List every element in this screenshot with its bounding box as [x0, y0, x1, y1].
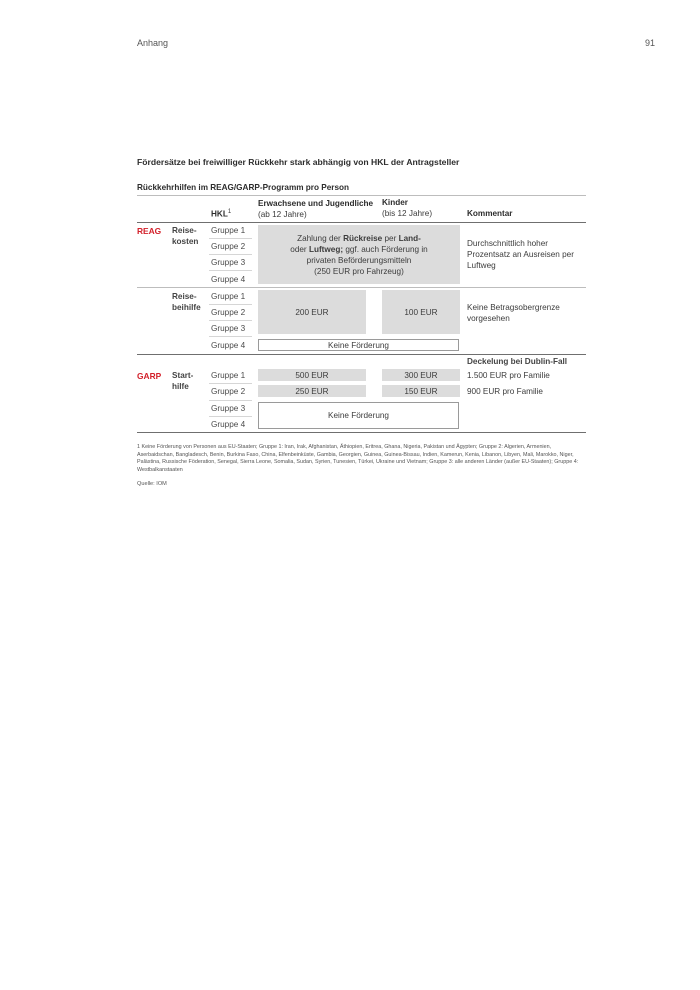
group-divider: [209, 270, 252, 271]
group-label: Gruppe 1: [211, 371, 246, 380]
col-header-adults-label: Erwachsene und Jugendliche: [258, 199, 374, 208]
amount-adult-travel-aid: 200 EUR: [258, 290, 366, 334]
comment-group-2: 900 EUR pro Familie: [467, 387, 543, 396]
group-label: Gruppe 3: [211, 258, 246, 267]
no-funding-box: Keine Förderung: [258, 339, 459, 351]
col-header-adults: [258, 199, 378, 220]
comment-travel-costs: Durchschnittlich hoher Prozentsatz an Ausreisen per Luftweg: [467, 239, 574, 270]
travel-costs-line-1: Zahlung der Rückreise per Land-: [297, 234, 421, 243]
page-number: 91: [645, 38, 656, 48]
group-label: Gruppe 1: [211, 292, 246, 301]
source-note: Quelle: IOM: [137, 481, 167, 487]
travel-costs-text: [258, 233, 460, 277]
amount-child-group-2: 150 EUR: [382, 385, 460, 397]
amount-adult-group-2: 250 EUR: [258, 385, 366, 397]
group-divider: [209, 254, 252, 255]
col-header-children-age: (bis 12 Jahre): [382, 208, 433, 218]
table-title: Rückkehrhilfen im REAG/GARP-Programm pro Person: [137, 183, 350, 192]
section-rule: [137, 287, 586, 288]
group-label: Gruppe 4: [211, 341, 246, 350]
figure-title: Fördersätze bei freiwilliger Rückkehr stark abhängig von HKL der Antragsteller: [137, 157, 460, 167]
group-divider: [209, 336, 252, 337]
col-header-hkl-label: HKL: [211, 209, 228, 219]
amount-child-travel-aid: 100 EUR: [382, 290, 460, 334]
category-travel-aid: Reise-beihilfe: [172, 292, 201, 312]
group-label: Gruppe 3: [211, 404, 246, 413]
travel-costs-line-2: oder Luftweg; ggf. auch Förderung in: [290, 245, 428, 254]
group-divider: [209, 304, 252, 305]
travel-costs-line-3: privaten Beförderungsmitteln: [306, 256, 412, 265]
group-label: Gruppe 3: [211, 324, 246, 333]
running-header: Anhang: [137, 38, 169, 48]
table-bottom-rule: [137, 432, 586, 433]
group-label: Gruppe 4: [211, 420, 246, 429]
comment-group-1: 1.500 EUR pro Familie: [467, 371, 550, 380]
footnote: 1 Keine Förderung von Personen aus EU-Staaten; Gruppe 1: Iran, Irak, Afghanistan, Äthiopien, Eritrea, Ghana, Nigeria, Pakistan und Ägypten; Gruppe 2: Algerien, Armenien, Aserbaidschan, Bangladesch, Benin, Burkina Faso, China, Elfenbeinküste, Gambia, Georgien, Guinea, Guinea-Bissau, Indien, Kamerun, Kenia, Libanon, Libyen, Mali, Marokko, Niger, Palästina, Russische Föderation, Senegal, Sierra Leone, Somalia, Sudan, Syrien, Tunesien, Türkei, Ukraine und Vietnam; Gruppe 3: alle anderen Länder (außer EU-Staaten); Gruppe 4: Westbalkanstaaten: [137, 444, 579, 473]
col-header-children-label: Kinder: [382, 198, 408, 207]
category-start-aid: Start-hilfe: [172, 371, 194, 391]
group-label: Gruppe 1: [211, 226, 246, 235]
travel-costs-line-4: (250 EUR pro Fahrzeug): [314, 267, 404, 276]
col-header-children: [382, 198, 452, 219]
table-top-rule: [137, 195, 586, 196]
col-header-adults-age: (ab 12 Jahre): [258, 209, 307, 219]
col-header-hkl: [211, 207, 231, 220]
group-divider: [209, 383, 252, 384]
group-label: Gruppe 4: [211, 275, 246, 284]
group-divider: [209, 400, 252, 401]
group-label: Gruppe 2: [211, 242, 246, 251]
cap-heading: Deckelung bei Dublin-Fall: [467, 357, 568, 366]
program-label-garp: GARP: [137, 371, 162, 381]
comment-travel-aid: Keine Betragsobergrenze vorgesehen: [467, 303, 560, 323]
group-divider: [209, 320, 252, 321]
amount-child-group-1: 300 EUR: [382, 369, 460, 381]
header-bottom-rule: [137, 222, 586, 223]
col-header-comment-label: Kommentar: [467, 209, 513, 218]
program-label-reag: REAG: [137, 226, 162, 236]
group-divider: [209, 238, 252, 239]
category-travel-costs: Reise-kosten: [172, 226, 199, 246]
col-header-comment: [467, 209, 513, 220]
no-funding-box-garp: Keine Förderung: [258, 402, 459, 429]
group-label: Gruppe 2: [211, 308, 246, 317]
group-divider: [209, 416, 252, 417]
footnote-marker: 1: [227, 209, 232, 215]
amount-adult-group-1: 500 EUR: [258, 369, 366, 381]
program-separator: [137, 354, 586, 355]
group-label: Gruppe 2: [211, 387, 246, 396]
